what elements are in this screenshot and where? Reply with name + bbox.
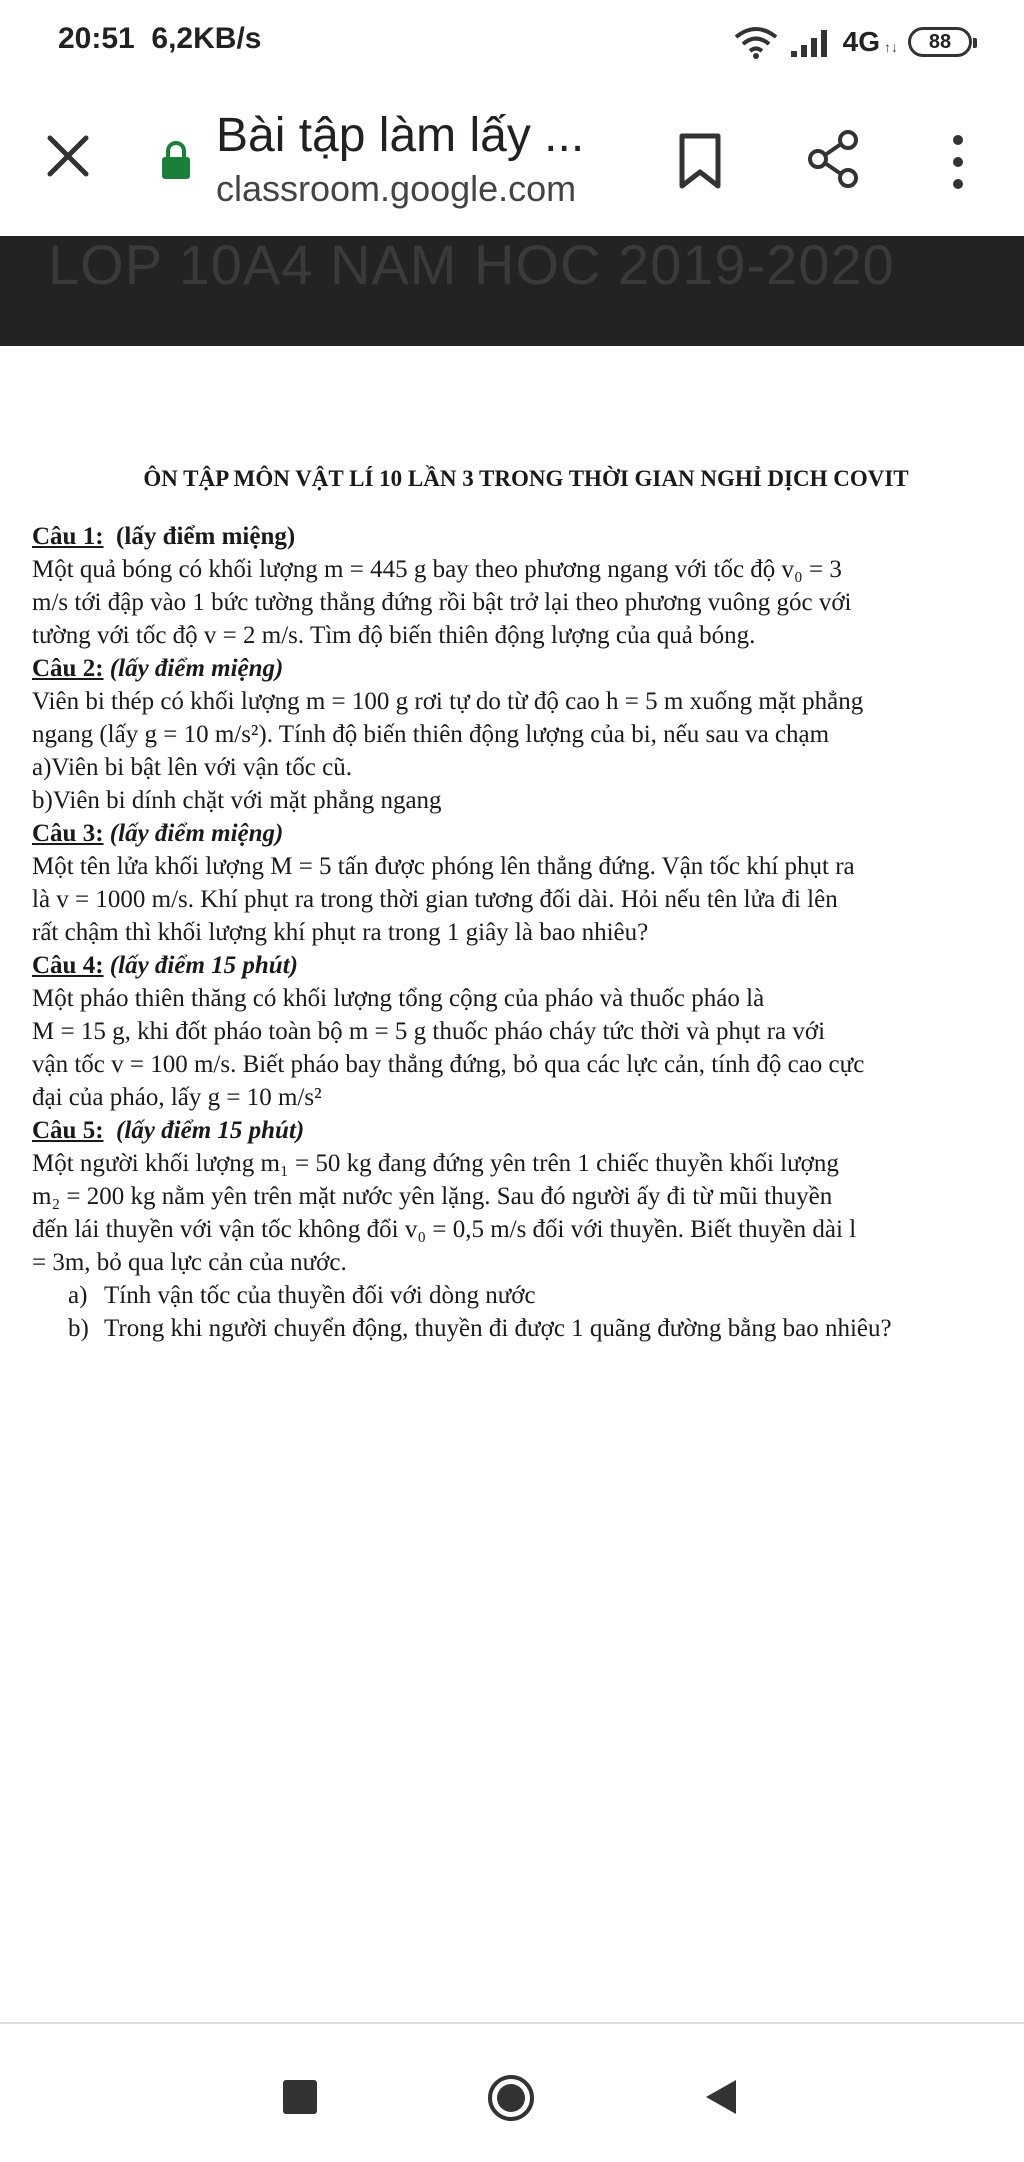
- address-area[interactable]: [216, 106, 636, 212]
- lock-icon: [160, 140, 192, 180]
- question-line: Một pháo thiên thăng có khối lượng tổng cộng của pháo và thuốc pháo là: [32, 985, 765, 1012]
- document-view[interactable]: [0, 346, 1024, 2022]
- question-heading: Câu 1: (lấy điểm miệng): [32, 523, 296, 550]
- question-heading: Câu 4: (lấy điểm 15 phút): [32, 952, 298, 979]
- document-title: ÔN TẬP MÔN VẬT LÍ 10 LẦN 3 TRONG THỜI GIAN NGHỈ DỊCH COVIT: [143, 466, 909, 491]
- share-icon[interactable]: [804, 128, 864, 190]
- close-button[interactable]: [40, 128, 96, 184]
- back-icon[interactable]: [704, 2078, 738, 2116]
- question-line: tường với tốc độ v = 2 m/s. Tìm độ biến thiên động lượng của quả bóng.: [32, 622, 756, 649]
- status-time: 20:51 6,2KB/s: [58, 22, 262, 55]
- document-body: [32, 466, 1008, 1345]
- question-line: b)Viên bi dính chặt với mặt phẳng ngang: [32, 787, 442, 814]
- status-icons: [733, 22, 972, 62]
- banner-text: LOP 10A4 NAM HOC 2019-2020: [48, 236, 895, 296]
- question-line: đại của pháo, lấy g = 10 m/s²: [32, 1084, 322, 1111]
- question-line: vận tốc v = 100 m/s. Biết pháo bay thẳng đứng, bỏ qua các lực cản, tính độ cao cực: [32, 1051, 865, 1078]
- question-line: = 3m, bỏ qua lực cản của nước.: [32, 1249, 347, 1276]
- question-heading: Câu 2: (lấy điểm miệng): [32, 655, 284, 682]
- battery-icon: [908, 27, 972, 57]
- question-line: M = 15 g, khi đốt pháo toàn bộ m = 5 g thuốc pháo cháy tức thời và phụt ra với: [32, 1018, 826, 1045]
- question-line: là v = 1000 m/s. Khí phụt ra trong thời gian tương đối dài. Hỏi nếu tên lửa đi lên: [32, 886, 838, 913]
- more-icon[interactable]: [938, 132, 978, 192]
- question-line: ngang (lấy g = 10 m/s²). Tính độ biến thiên động lượng của bi, nếu sau va chạm: [32, 721, 830, 748]
- question-line: Viên bi thép có khối lượng m = 100 g rơi tự do từ độ cao h = 5 m xuống mặt phẳng: [32, 688, 864, 715]
- recent-apps-icon[interactable]: [283, 2080, 317, 2114]
- question-5: [32, 1114, 1008, 1345]
- question-line: đến lái thuyền với vận tốc không đổi v₀ = 0,5 m/s đối với thuyền. Biết thuyền dài l: [32, 1216, 857, 1243]
- question-line: m/s tới đập vào 1 bức tường thẳng đứng rồi bật trở lại theo phương vuông góc với: [32, 589, 852, 616]
- signal-icon: [789, 27, 833, 57]
- course-banner: [0, 236, 1024, 346]
- question-1: [32, 520, 1008, 652]
- sub-question: b) Trong khi người chuyển động, thuyền đi được 1 quãng đường bằng bao nhiêu?: [68, 1315, 892, 1342]
- question-4: [32, 949, 1008, 1114]
- bookmark-icon[interactable]: [672, 130, 728, 192]
- status-bar: [0, 0, 1024, 84]
- page-url: classroom.google.com: [216, 168, 577, 209]
- home-icon[interactable]: [487, 2074, 535, 2122]
- question-line: Một tên lửa khối lượng M = 5 tấn được phóng lên thẳng đứng. Vận tốc khí phụt ra: [32, 853, 855, 880]
- close-icon: [46, 134, 90, 178]
- question-line: rất chậm thì khối lượng khí phụt ra trong 1 giây là bao nhiêu?: [32, 919, 649, 946]
- question-2: [32, 652, 1008, 817]
- browser-toolbar: [0, 84, 1024, 236]
- question-heading: Câu 5: (lấy điểm 15 phút): [32, 1117, 305, 1144]
- network-speed: 6,2KB/s: [151, 22, 262, 55]
- question-line: Một quả bóng có khối lượng m = 445 g bay theo phương ngang với tốc độ v₀ = 3: [32, 556, 842, 583]
- question-line: a)Viên bi bật lên với vận tốc cũ.: [32, 754, 352, 781]
- question-line: m₂ = 200 kg nằm yên trên mặt nước yên lặng. Sau đó người ấy đi từ mũi thuyền: [32, 1183, 833, 1210]
- network-type: 4G: [842, 26, 880, 57]
- network-activity: ↑↓: [884, 39, 898, 55]
- battery-level: 88: [928, 30, 952, 53]
- system-nav-bar: [0, 2022, 1024, 2162]
- question-line: Một người khối lượng m₁ = 50 kg đang đứng yên trên 1 chiếc thuyền khối lượng: [32, 1150, 839, 1177]
- question-heading: Câu 3: (lấy điểm miệng): [32, 820, 284, 847]
- page-title: Bài tập làm lấy ...: [216, 109, 585, 162]
- wifi-icon: [733, 25, 779, 59]
- sub-question-list: [32, 1279, 1008, 1345]
- question-3: [32, 817, 1008, 949]
- sub-question: a) Tính vận tốc của thuyền đối với dòng nước: [68, 1282, 536, 1309]
